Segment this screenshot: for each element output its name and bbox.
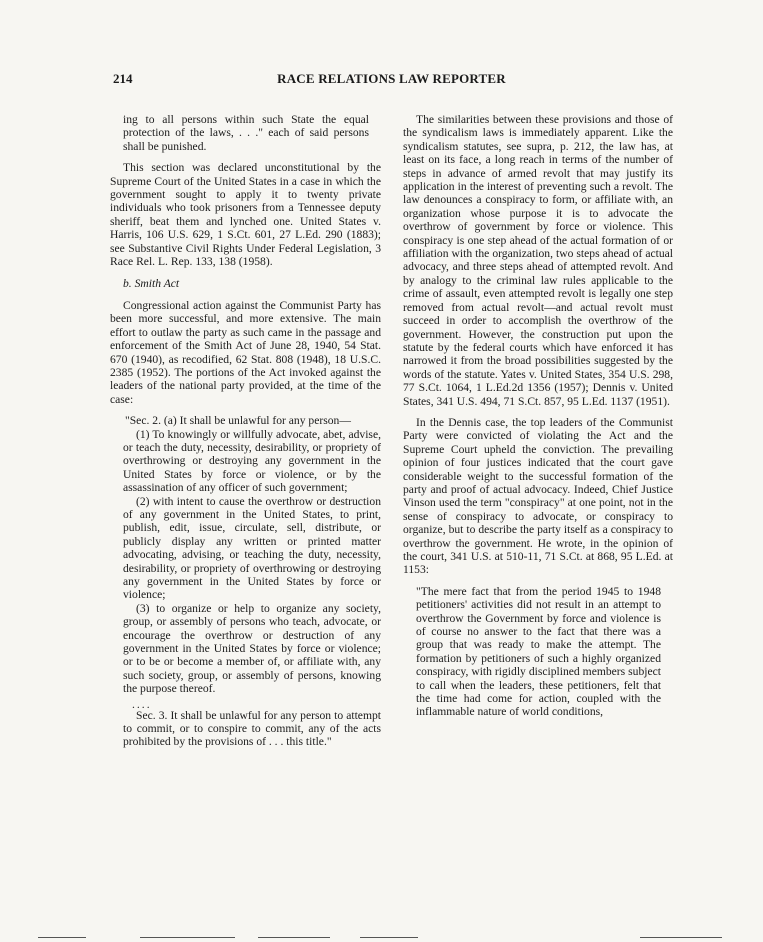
left-column [110, 113, 381, 749]
right-column [403, 113, 673, 719]
page-number: 214 [113, 71, 133, 86]
statute-quote: "Sec. 2. (a) It shall be unlawful for any person— [125, 414, 351, 428]
scan-rule [640, 937, 722, 938]
scan-rule [258, 937, 330, 938]
block-quote: "The mere fact that from the period 1945 to 1948 petitioners' activities did not result in an attempt to overthrow the Government by force and violence is of course no answer to the fact that there was a group that was ready to make the attempt. The formation by petitioners of such a highly organized conspiracy, with rigidly disciplined members subject to call when the leaders, these petitioners, felt that the time had come for action, coupled with the inflammable nature of world conditions, [416, 584, 661, 719]
statute-quote: Sec. 3. It shall be unlawful for any person to attempt to commit, or to conspire to commit, any of the acts prohibited by the provisions of . . . this title." [123, 708, 381, 749]
statute-quote: (2) with intent to cause the overthrow or destruction of any government in the United States, to print, publish, edit, issue, circulate, sell, distribute, or publicly display any written or printed matter advocating, advising, or teaching the duty, necessity, desirability, or propriety of overthrowing or destroying any government in the United States by force or violence; [123, 494, 381, 602]
paragraph: The similarities between these provisions and those of the syndicalism laws is immediately apparent. Like the syndicalism statutes, see supra, p. 212, the law has, at least on its face, a long reach in terms of the number of steps in advance of armed revolt that may justify its application in the interest of preventing such a revolt. The law denounces a conspiracy to form, or affiliate with, an organization whose purpose it is to advocate the overthrow of government by force or violence. This conspiracy is one step ahead of the actual formation of or affiliation with the organization, two steps ahead of actual advocacy, and three steps ahead of attempted revolt. And by analogy to the criminal law rules applicable to the crime of assault, even attempted revolt is legally one step removed from actual revolt—and actual revolt must succeed in order to accomplish the overthrow of the government. However, the construction put upon the statute by the federal courts which have enforced it has narrowed it from the broad possibilities suggested by the words of the statute. Yates v. United States, 354 U.S. 298, 77 S.Ct. 1064, 1 L.Ed.2d 1356 (1957); Dennis v. United States, 341 U.S. 494, 71 S.Ct. 857, 95 L.Ed. 1137 (1951). [403, 113, 673, 408]
paragraph: Congressional action against the Communist Party has been more successful, and more extensive. The main effort to outlaw the party as such came in the passage and enforcement of the Smith Act of June 28, 1940, 54 Stat. 670 (1940), as recodified, 62 Stat. 808 (1948), 18 U.S.C. 2385 (1952). The portions of the Act invoked against the leaders of the national party provided, at the time of the case: [110, 298, 381, 406]
paragraph: In the Dennis case, the top leaders of the Communist Party were convicted of violating the Act and the Supreme Court upheld the conviction. The prevailing opinion of four justices indicated that the court gave considerable weight to the successful formation of the party and proof of actual advocacy. Indeed, Chief Justice Vinson used the term "conspiracy" at one point, not in the sense of conspiracy to advocate, or conspiracy to organize, but to describe the party itself as a conspiracy to overthrow the government. He wrote, in the opinion of the court, 341 U.S. at 510-11, 71 S.Ct. at 868, 95 L.Ed. at 1153: [403, 415, 673, 577]
scan-rule [360, 937, 418, 938]
section-subheading: b. Smith Act [123, 277, 180, 291]
scan-rule [38, 937, 86, 938]
scan-rule [140, 937, 235, 938]
quote-continuation: ing to all persons within such State the equal protection of the laws, . . ." each of said persons shall be punished. [123, 113, 369, 153]
statute-quote: (1) To knowingly or willfully advocate, abet, advise, or teach the duty, necessity, desirability, or propriety of overthrowing or destroying any government in the United States by force or violence, or by the assassination of any officer of such government; [123, 427, 381, 495]
paragraph: This section was declared unconstitutional by the Supreme Court of the United States in a case in which the government sought to apply it to twenty private individuals who took prisoners from a Tennessee deputy sheriff, beat them and lynched one. United States v. Harris, 106 U.S. 629, 1 S.Ct. 601, 27 L.Ed. 290 (1883); see Substantive Civil Rights Under Federal Legislation, 3 Race Rel. L. Rep. 133, 138 (1958). [110, 161, 381, 269]
statute-quote: (3) to organize or help to organize any society, group, or assembly of persons who teach, advocate, or encourage the overthrow or destruction of any government in the United States by force or violence; or to be or become a member of, or affiliate with, any such society, group, or assembly of persons, knowing the purpose thereof. [123, 601, 381, 696]
ellipsis: .... [132, 697, 152, 711]
running-head: RACE RELATIONS LAW REPORTER [277, 71, 506, 86]
